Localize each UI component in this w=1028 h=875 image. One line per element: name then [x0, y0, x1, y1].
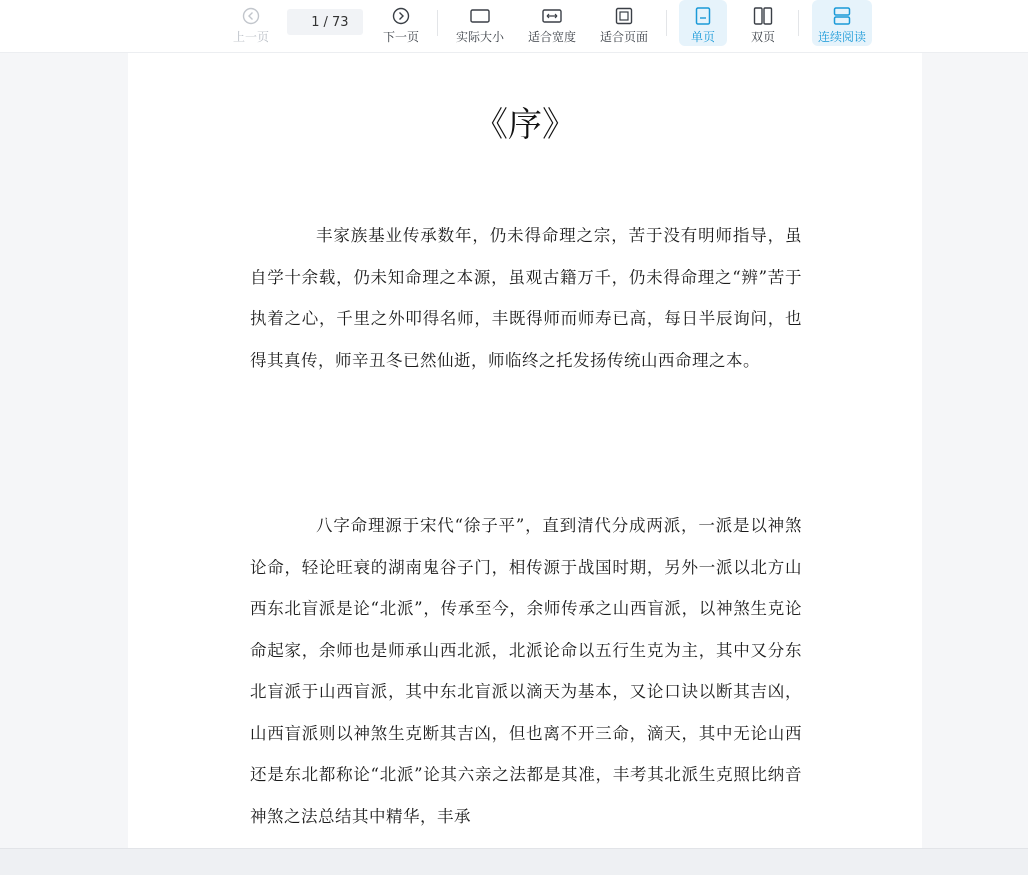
continuous-reading-icon: [830, 4, 854, 28]
prev-page-button[interactable]: [229, 0, 273, 46]
horizontal-scrollbar[interactable]: [0, 848, 1028, 875]
double-page-icon: [751, 4, 775, 28]
fit-width-icon: [540, 4, 564, 28]
page-number-input[interactable]: [301, 15, 319, 30]
arrow-left-circle-icon: [239, 4, 263, 28]
page-number-box: [287, 9, 363, 35]
toolbar-divider: [437, 10, 438, 36]
toolbar-divider: [798, 10, 799, 36]
fit-width-button[interactable]: [524, 0, 580, 46]
total-pages: / 73: [323, 14, 349, 30]
actual-size-icon: [468, 4, 492, 28]
single-page-button[interactable]: [679, 0, 727, 46]
single-page-icon: [691, 4, 715, 28]
continuous-reading-button[interactable]: [812, 0, 872, 46]
document-title: 《序》: [474, 105, 576, 145]
document-paragraph: 八字命理源于宋代“徐子平”，直到清代分成两派，一派是以神煞论命，轻论旺衰的湖南鬼谷子门，相传源于战国时期，另外一派以北方山西东北盲派是论“北派”，传承至今，余师传承之山西盲派，以神煞生克论命起家，余师也是师承山西北派，北派论命以五行生克为主，其中又分东北盲派于山西盲派，其中东北盲派以滴天为基本，又论口诀以断其吉凶，山西盲派则以神煞生克断其吉凶，但也离不开三命，滴天，其中无论山西还是东北都称论“北派”论其六亲之法都是其准，丰考其北派生克照比纳音神煞之法总结其中精华，丰承: [250, 516, 802, 826]
fit-page-button[interactable]: [596, 0, 652, 46]
document-page: [128, 53, 922, 848]
single-page-label: 单页: [690, 30, 715, 44]
actual-size-button[interactable]: [452, 0, 508, 46]
next-page-button[interactable]: [379, 0, 423, 46]
reader-toolbar: [0, 0, 1028, 53]
double-page-button[interactable]: [741, 0, 785, 46]
actual-size-label: 实际大小: [455, 30, 504, 44]
prev-page-label: 上一页: [232, 30, 269, 44]
next-page-label: 下一页: [382, 30, 419, 44]
continuous-reading-label: 连续阅读: [817, 30, 866, 44]
fit-page-label: 适合页面: [599, 30, 648, 44]
fit-width-label: 适合宽度: [527, 30, 576, 44]
arrow-right-circle-icon: [389, 4, 413, 28]
fit-page-icon: [612, 4, 636, 28]
toolbar-divider: [666, 10, 667, 36]
document-paragraph: 丰家族基业传承数年，仍未得命理之宗，苦于没有明师指导，虽自学十余载，仍未知命理之本源，虽观古籍万千，仍未得命理之“辨”苦于执着之心，千里之外叩得名师，丰既得师而师寿已高，每日半辰询问，也得其真传，师辛丑冬已然仙逝，师临终之托发扬传统山西命理之本。: [250, 226, 802, 370]
double-page-label: 双页: [750, 30, 775, 44]
